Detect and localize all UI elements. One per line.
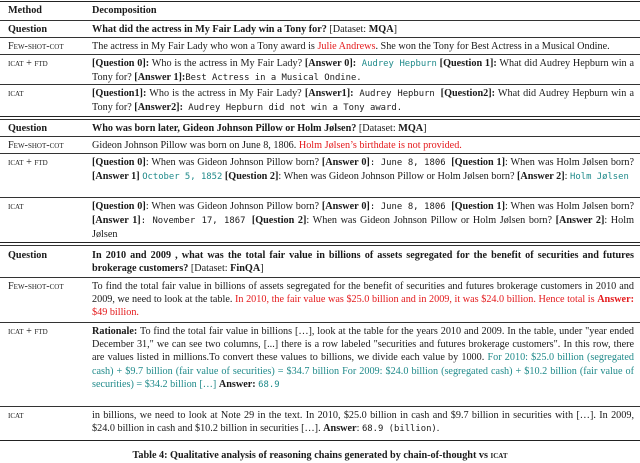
answer-value: 68.9 [258,379,280,390]
answer-value: Audrey Hepburn [356,59,437,69]
answer-value: : June 8, 1806 [369,202,452,212]
icat-text: in billions, we need to look at Note 29 in the text. In 2010, $25.0 billion in cash and $9.7 billion in securities with […]. In 2009, $24.0 billion in cash and $10.2 billion in securities […]. [92,410,634,435]
answer-tag: [Answer 2] [517,171,565,183]
block-rule [0,116,640,117]
question-text: : When was Gideon Johnson Pillow or Holm Jølsen born? [278,171,518,183]
answer-value: : June 8, 1806 [369,158,452,168]
cot-error-text: Holm Jølsen’s birthdate is not provided. [298,140,462,151]
answer-tag: [Answer 2] [555,215,605,227]
question-tag: [Question 0] [92,157,146,168]
answer-value: Holm Jølsen [570,172,629,183]
dataset-suffix: ] [260,263,264,275]
row-rule [0,406,640,407]
dataset-prefix: [Dataset: [188,263,231,275]
row-rule [0,136,640,137]
question-text: : When was Holm Jølsen born? [505,157,635,168]
method-label: Few-shot-cot [8,41,64,52]
answer-value: October 5, 1852 [142,172,223,183]
answer-separator: : [356,423,362,435]
question-text: Who is the actress in My Fair Lady? [149,58,305,69]
method-label: icat [8,410,24,421]
row-rule [0,277,640,278]
row-rule [0,322,640,323]
caption-text: Table 4: Qualitative analysis of reasoning chains generated by chain-of-thought vs [132,450,491,461]
row-rule [0,197,640,198]
results-table: Method Decomposition Question What did the actress in My Fair Lady win a Tony for? [Dataset: MQA] Few-shot-cot The actress in My Fair Lady who won a Tony award is Julie Andrews. She won the Tony for Best Actress in a Musical Ondine. icat + ftd [Question 0]: Who is the actress in My Fair Lady? [Answer 0]: Audrey Hepburn [Question 1]: What did Audrey Hepburn win a Tony for? [Answer 1]:Best Actress in a Musical Ondine. icat [Question1]: Who is the actress in My Fair Lady? [Answer1]: Audrey Hepburn [Question2]: What did Audrey Hepburn win a Tony for? [Answer2]: Audrey Hepburn did not win a Tony award. Question Who was born later, Gideon Johnson Pillow or Holm Jølsen? [Dataset: MQA] Few-shot-cot Gideon Johnson Pillow was born on June 8, 1806. Holm Jølsen’s birthdate is not provided. icat + ftd [Question 0]: When was Gideon Johnson Pillow born? [Answer 0]: June 8, 1806 [Question 1]: When was Holm Jølsen born? [Answer 1] October 5, 1852 [Question 2]: When was Gideon Johnson Pillow or Holm Jølsen born? [Answer 2]: Holm Jølsen icat [Question 0]: When was Gideon Johnson Pillow born? [Answer 0]: June 8, 1806 [Question 1]: When was Holm Jølsen born? [Answer 1]: November 17, 1867 [Question 2]: When was Gideon Johnson Pillow or Holm Jølsen born? [Answer 2]: Holm Jølsen Question In 2010 and 2009 , what was the total fair value in billions of assets segregated for the benefit of securities and futures brokerage customers? [Dataset: FinQA] Few-shot-cot To find the total fair value in billions of assets segregated for the benefit of securities and futures brokerage customers in 2010 and 2009, we need to look at the table. In 2010, the fair value was $25.0 billion and in 2009, it was $24.0 billion. Hence total is Answer: $49 billion. icat + ftd Rationale: To find the total fair value in billions […], look at the table for the years 2010 and 2009. In the table, under "year ended December 31," we can see two columns, [...] there is a row labeled "securities and futures brokerage customers". In this row, there are values listed in millions.To convert these values to billions, we divide each value by 1000. For 2010: $25.0 billion (segregated cash) + $9.7 billion (fair value of securities) = $34.7 billion For 2009: $24.0 billion (segregated cash) + $10.2 billion (fair value of securities) = $34.2 billion […] Answer: 68.9 icat in billions, we need to look at Note 29 in the text. In 2010, $25.0 billion in cash and $9.7 billion in securities with […]. In 2009, $24.0 billion in cash and $10.2 billion in securities […]. Answer: 68.9 (billion). Table 4: Qualitative analysis of reasoning chains generated by chain-of-thought vs icat [0,0,640,463]
method-label: icat + ftd [8,58,48,69]
method-header: Method [8,5,42,16]
dataset-prefix: [Dataset: [358,123,399,134]
answer-value: Audrey Hepburn [353,89,441,99]
question-label: Question [8,123,48,134]
answer-tag: [Answer 0] [321,201,370,212]
caption-method: icat [490,450,508,461]
cot-text: . She won the Tony for Best Actress in a Musical Ondine. [375,41,610,52]
question-text: : When was Gideon Johnson Pillow or Holm Jølsen born? [306,215,556,227]
row-rule [0,54,640,55]
row-rule [0,37,640,38]
question-tag: [Question 1] [451,157,506,168]
method-label: Few-shot-cot [8,281,64,292]
answer-value: Audrey Hepburn did not win a Tony award. [182,103,403,114]
method-label: icat [8,201,24,212]
header-rule [0,20,640,21]
question-text: Who was born later, Gideon Johnson Pillow or Holm Jølsen? [92,123,357,134]
dataset-suffix: ] [393,24,397,35]
question-text: What did the actress in My Fair Lady win a Tony for? [92,24,327,35]
answer-tag: [Answer 0]: [304,58,357,69]
sentence-end: . [436,423,440,435]
question-tag: [Question 1]: [439,58,497,69]
question-tag: [Question 0] [92,201,146,212]
method-label: Few-shot-cot [8,140,64,151]
question-tag: [Question1]: [92,88,147,99]
answer-tag: [Answer 1]: [134,72,186,84]
dataset-prefix: [Dataset: [329,24,369,35]
cot-error-text: In 2010, the fair value was $25.0 billion and in 2009, it was $24.0 billion. Hence total is [234,294,598,306]
question-tag: [Question 2] [251,215,307,227]
answer-value: $49 billion. [92,307,139,319]
cot-text: Gideon Johnson Pillow was born on June 8, 1806. [92,140,299,151]
rationale-tag: Rationale: [92,326,138,337]
question-tag: [Question2]: [440,88,496,99]
question-text: : When was Gideon Johnson Pillow born? [145,201,322,212]
method-label: icat + ftd [8,157,48,168]
row-rule [0,153,640,154]
answer-value: 68.9 (billion) [361,424,437,435]
answer-tag: [Answer2]: [134,102,183,114]
dataset-name: FinQA [230,263,261,275]
table-caption [0,449,640,462]
question-text: What did Audrey Hepburn win a Tony for? [92,88,634,114]
answer-tag: Answer: [218,378,259,390]
question-text: In 2010 and 2009 , what was the total fair value in billions of assets segregated for the benefit of securities and futures brokerage customers? [92,250,634,275]
dataset-suffix: ] [423,123,427,134]
cot-text: The actress in My Fair Lady who won a Tony award is [92,41,318,52]
bottom-rule [0,440,640,441]
method-label: icat + ftd [8,326,48,337]
top-rule [0,1,640,2]
dataset-name: MQA [398,123,424,134]
question-text: : When was Gideon Johnson Pillow born? [145,157,322,168]
answer-value: : November 17, 1867 [140,216,252,227]
answer-tag: [Answer 1] [92,171,140,183]
answer-tag: Answer [323,423,357,435]
decomposition-header: Decomposition [92,5,157,16]
block-rule [0,119,640,120]
rationale-text: To find the total fair value in billions […], look at the table for the years 2010 and 2009. In the table, under "year ended December 31," we can see two columns, [...] there is a row labeled "securities and futures brokerage customers". In this row, there are values listed in millions.To convert these values to billions, we divide each value by 1000. [92,326,634,364]
question-text: : When was Holm Jølsen born? [505,201,635,212]
answer-value: Best Actress in a Musical Ondine. [185,73,362,84]
question-text: Who is the actress in My Fair Lady? [146,88,305,99]
answer-tag: Answer: [597,294,634,306]
answer-value: : Holm Jølsen [92,215,634,241]
computation-text: For 2010: $25.0 billion (segregated cash) + $9.7 billion (fair value of securities) = $34.7 billion For 2009: $24.0 billion (segregated cash) + $10.2 billion (fair value of securities) = $34.2 billion […] [92,352,634,390]
question-tag: [Question 2] [224,171,279,183]
question-tag: [Question 0]: [92,58,150,69]
block-rule [0,242,640,243]
answer-tag: [Answer 1] [92,215,141,227]
answer-tag: [Answer 0] [321,157,370,168]
answer-tag: [Answer1]: [304,88,354,99]
dataset-name: MQA [368,24,394,35]
cot-error-text: Julie Andrews [317,41,376,52]
row-rule [0,84,640,85]
method-label: icat [8,88,24,99]
cot-text: To find the total fair value in billions of assets segregated for the benefit of securities and futures brokerage customers in 2010 and 2009, we need to look at the table. [92,281,634,306]
block-rule [0,245,640,246]
question-text: What did Audrey Hepburn win a Tony for? [92,58,634,84]
question-label: Question [8,24,48,35]
question-label: Question [8,250,48,261]
question-tag: [Question 1] [451,201,506,212]
